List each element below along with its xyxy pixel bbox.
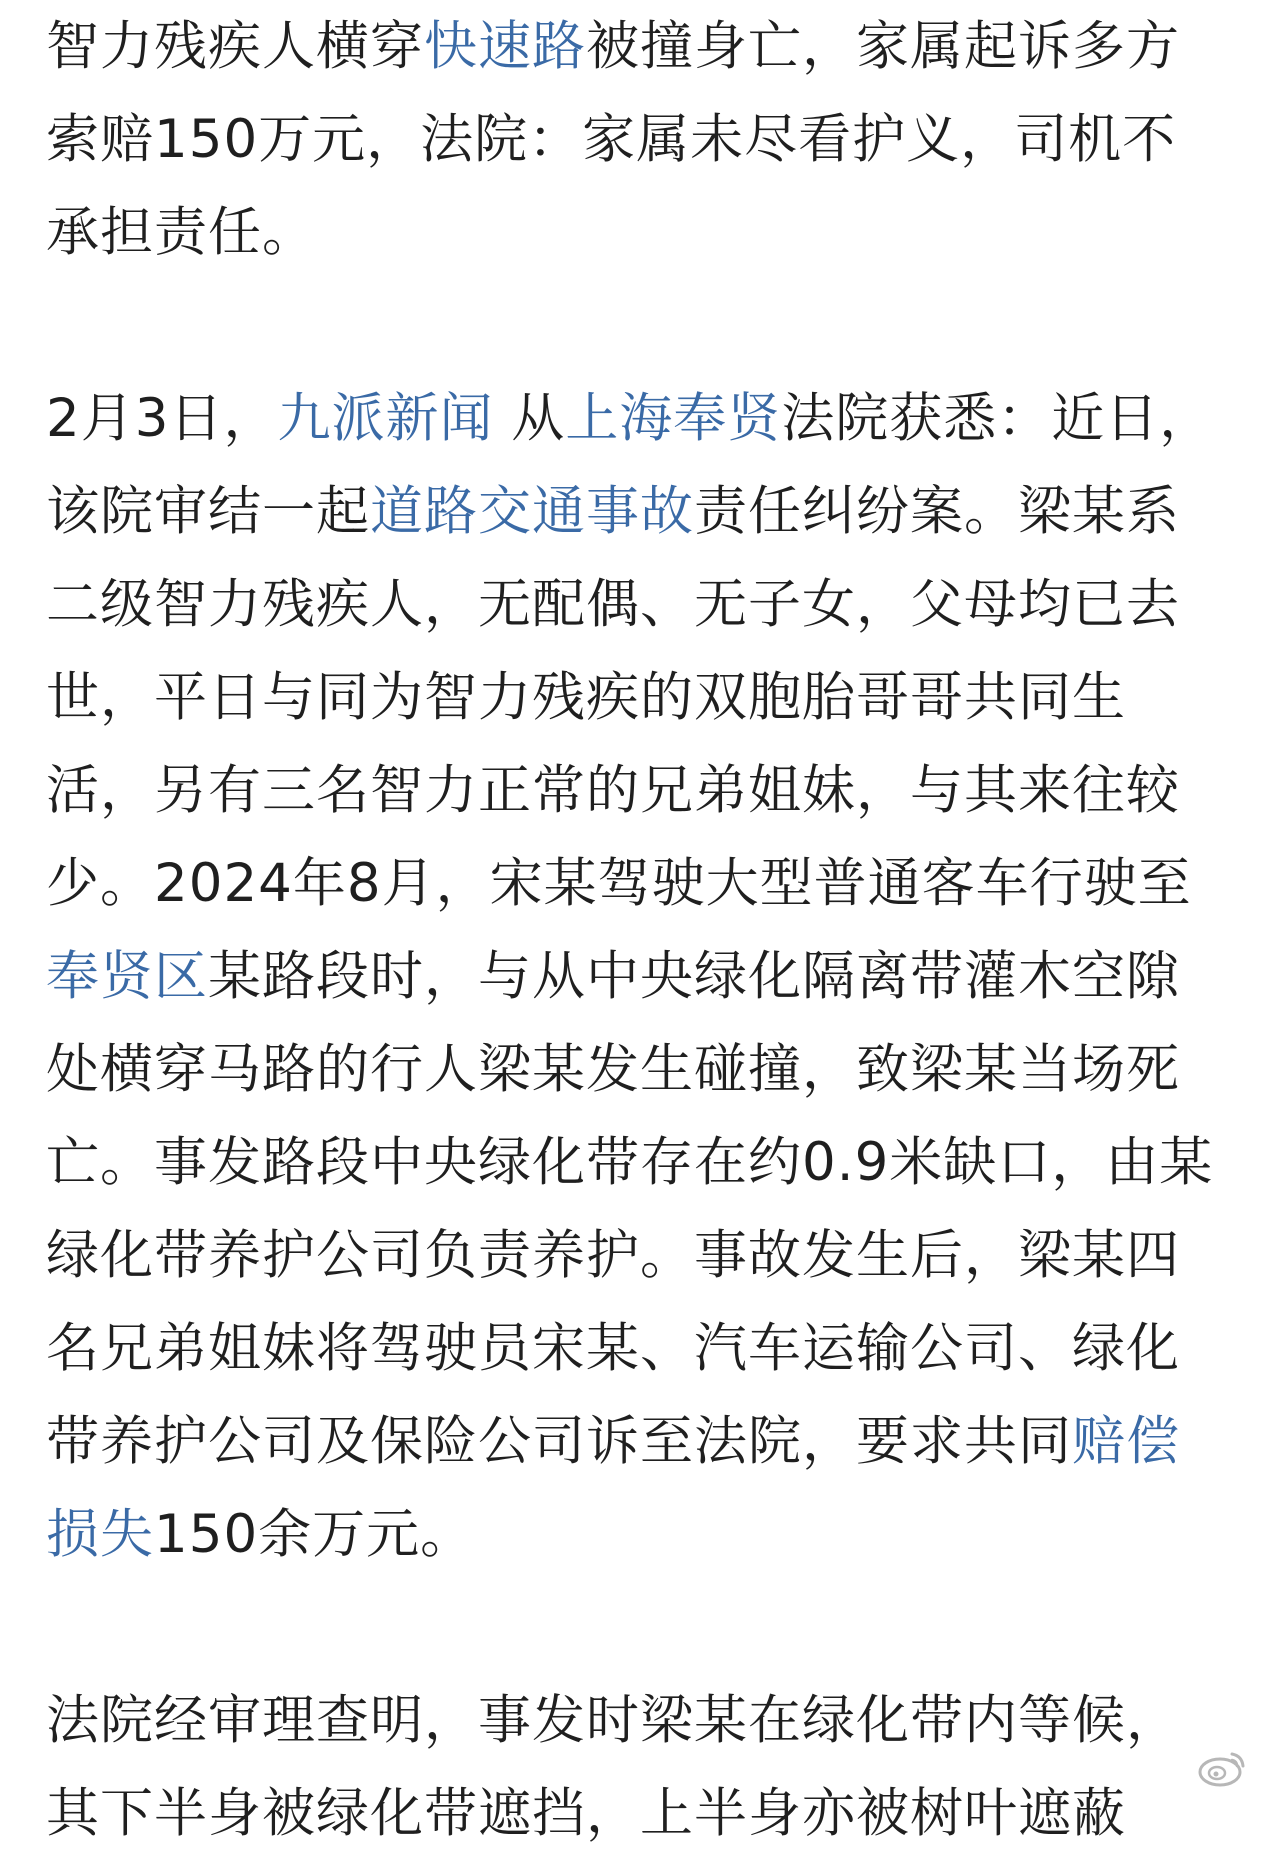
watermark-glyph <box>1196 1748 1248 1788</box>
text-line <box>46 837 1246 930</box>
text-segment: 该院审结一起 <box>46 481 370 542</box>
text-segment: 从 <box>493 388 566 449</box>
text-line <box>46 651 1246 744</box>
text-segment: 索赔150万元，法院：家属未尽看护义，司机不 <box>46 109 1177 170</box>
text-line <box>46 465 1246 558</box>
topic-link[interactable]: 道路交通事故 <box>370 481 694 542</box>
paragraph-1 <box>46 0 1246 279</box>
text-line <box>46 1209 1246 1302</box>
article-body <box>46 0 1246 1860</box>
text-segment: 法院获悉：近日， <box>781 388 1214 449</box>
text-segment: 处横穿马路的行人梁某发生碰撞，致梁某当场死 <box>46 1039 1180 1100</box>
text-segment: 某路段时，与从中央绿化隔离带灌木空隙 <box>208 946 1180 1007</box>
text-segment: 150余万元。 <box>154 1504 475 1565</box>
text-segment: 责任纠纷案。梁某系 <box>694 481 1180 542</box>
text-segment: 法院经审理查明，事发时梁某在绿化带内等候， <box>46 1690 1180 1751</box>
text-segment: 绿化带养护公司负责养护。事故发生后，梁某四 <box>46 1225 1180 1286</box>
text-line <box>46 1395 1246 1488</box>
text-segment: 二级智力残疾人，无配偶、无子女，父母均已去 <box>46 574 1180 635</box>
text-segment: 承担责任。 <box>46 202 316 263</box>
topic-link[interactable]: 九派新闻 <box>277 388 494 449</box>
text-line <box>46 1116 1246 1209</box>
text-line <box>46 1302 1246 1395</box>
paragraph-2 <box>46 372 1246 1581</box>
text-segment: 活，另有三名智力正常的兄弟姐妹，与其来往较 <box>46 760 1180 821</box>
topic-link[interactable]: 快速路 <box>424 16 586 77</box>
text-segment: 亡。事发路段中央绿化带存在约0.9米缺口，由某 <box>46 1132 1214 1193</box>
text-segment: 带养护公司及保险公司诉至法院，要求共同 <box>46 1411 1072 1472</box>
paragraph-gap <box>46 279 1246 372</box>
paragraph-gap <box>46 1581 1246 1674</box>
text-line <box>46 930 1246 1023</box>
paragraph-3 <box>46 1674 1246 1860</box>
text-line <box>46 0 1246 93</box>
text-segment: 2月3日， <box>46 388 278 449</box>
text-line <box>46 93 1246 186</box>
text-segment: 世，平日与同为智力残疾的双胞胎哥哥共同生 <box>46 667 1126 728</box>
text-segment: 其下半身被绿化带遮挡，上半身亦被树叶遮蔽 <box>46 1783 1126 1844</box>
text-segment: 少。2024年8月，宋某驾驶大型普通客车行驶至 <box>46 853 1192 914</box>
text-segment: 名兄弟姐妹将驾驶员宋某、汽车运输公司、绿化 <box>46 1318 1180 1379</box>
text-line <box>46 186 1246 279</box>
weibo-watermark-icon <box>1194 1746 1250 1790</box>
topic-link[interactable]: 损失 <box>46 1504 154 1565</box>
topic-link[interactable]: 上海奉贤 <box>565 388 782 449</box>
text-line <box>46 1488 1246 1581</box>
topic-link[interactable]: 赔偿 <box>1072 1411 1180 1472</box>
text-segment: 智力残疾人横穿 <box>46 16 424 77</box>
text-line <box>46 558 1246 651</box>
text-line <box>46 372 1246 465</box>
text-segment: 被撞身亡，家属起诉多方 <box>586 16 1180 77</box>
topic-link[interactable]: 奉贤区 <box>46 946 208 1007</box>
text-line <box>46 744 1246 837</box>
text-line <box>46 1767 1246 1860</box>
text-line <box>46 1023 1246 1116</box>
text-line <box>46 1674 1246 1767</box>
